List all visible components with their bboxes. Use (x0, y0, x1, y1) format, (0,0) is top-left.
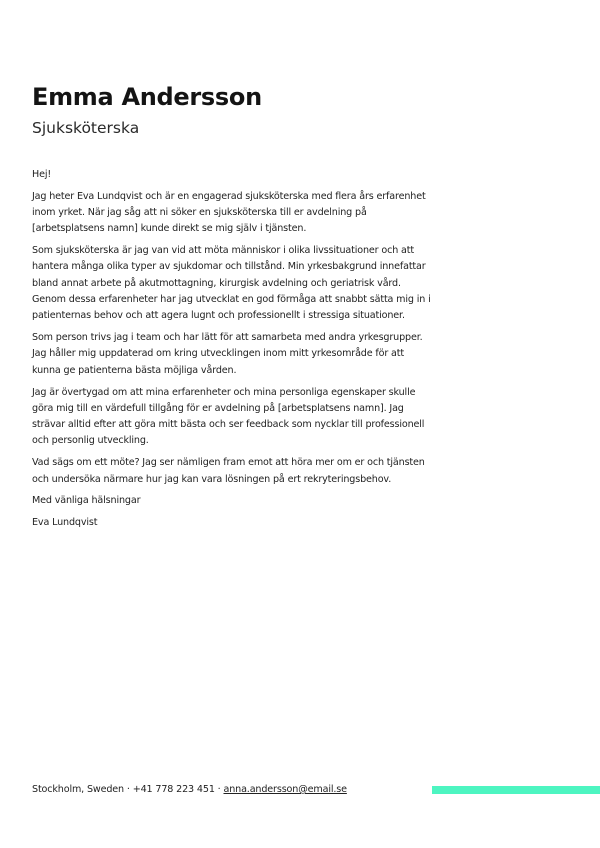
signature: Eva Lundqvist (32, 517, 98, 529)
separator: · (214, 784, 224, 795)
separator: · (123, 784, 133, 795)
applicant-name: Emma Andersson (32, 83, 262, 111)
contact-footer (32, 782, 347, 798)
paragraph-experience: Som sjuksköterska är jag van vid att möta människor i olika livssituationer och att hantera många olika typer av sjukdomar och tillstånd. Min yrkesbakgrund innefattar bland annat arbete på akutmottagning, kirurgisk avdelning och geriatrisk vård. Genom dessa erfarenheter har jag utvecklat en god förmåga att snabbt sätta mig in i patienternas behov och att agera lugnt och professionellt i stressiga situationer. (32, 245, 431, 322)
contact-email-link[interactable]: anna.andersson@email.se (223, 784, 347, 795)
letter-header (32, 82, 262, 139)
paragraph-call-to-action: Vad sägs om ett möte? Jag ser nämligen fram emot att höra mer om er och tjänsten och undersöka närmare hur jag kan vara lösningen på ert rekryteringsbehov. (32, 457, 425, 485)
accent-bar (432, 786, 600, 794)
contact-phone: +41 778 223 451 (132, 784, 215, 795)
contact-location: Stockholm, Sweden (32, 784, 124, 795)
greeting: Hej! (32, 169, 52, 180)
letter-body (32, 167, 432, 537)
applicant-title: Sjuksköterska (32, 119, 140, 137)
paragraph-personality: Som person trivs jag i team och har lätt för att samarbeta med andra yrkesgrupper. Jag håller mig uppdaterad om kring utvecklingen inom mitt yrkesområde för att kunna ge patienterna bästa möjliga vården. (32, 332, 423, 376)
paragraph-intro: Jag heter Eva Lundqvist och är en engagerad sjuksköterska med flera års erfarenhet inom yrket. När jag såg att ni söker en sjuksköterska till er avdelning på [arbetsplatsens namn] kunde direkt se mig själv i tjänsten. (32, 190, 426, 235)
closing: Med vänliga hälsningar (32, 495, 141, 507)
paragraph-value: Jag är övertygad om att mina erfarenheter och mina personliga egenskaper skulle göra mig till en värdefull tillgång för er avdelning på [arbetsplatsens namn]. Jag strävar alltid efter att göra mitt bästa och ser feedback som nycklar till professionell och personlig utveckling. (32, 386, 425, 447)
